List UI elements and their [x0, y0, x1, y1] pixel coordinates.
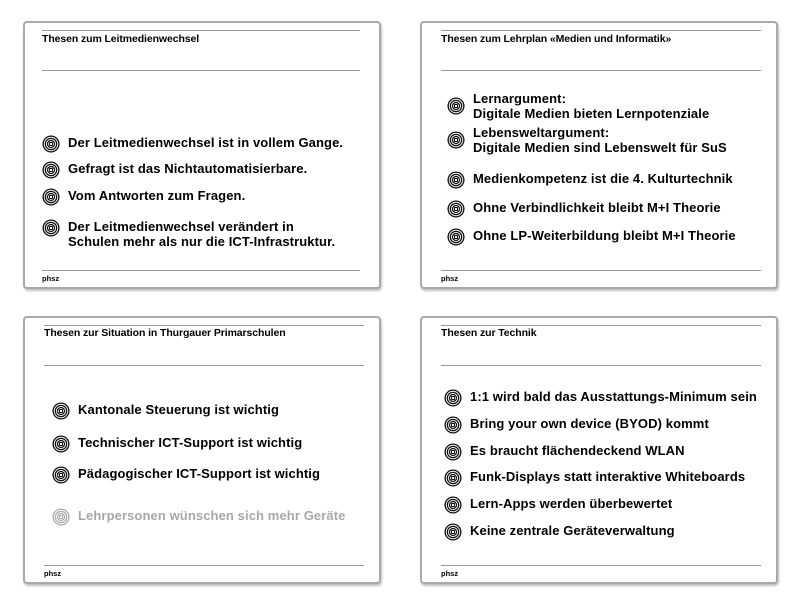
bullet-text: 1:1 wird bald das Ausstattungs-Minimum sein	[470, 389, 757, 404]
bullet-text: Lehrpersonen wünschen sich mehr Geräte	[78, 508, 346, 523]
list-item	[444, 443, 685, 461]
bullet-text: Technischer ICT-Support ist wichtig	[78, 435, 303, 450]
bullet-text: Ohne LP-Weiterbildung bleibt M+I Theorie	[473, 228, 736, 243]
slide-title: Thesen zum Leitmedienwechsel	[42, 33, 200, 45]
list-item	[42, 188, 245, 206]
target-bullet-icon	[444, 523, 462, 541]
bullet-text: Digitale Medien bieten Lernpotenziale	[473, 106, 710, 121]
footer-rule	[441, 565, 761, 566]
target-bullet-icon	[42, 135, 60, 153]
list-item	[52, 402, 279, 420]
target-bullet-icon	[52, 466, 70, 484]
list-item	[447, 171, 733, 189]
list-item	[447, 125, 727, 155]
target-bullet-icon	[444, 443, 462, 461]
list-item	[42, 135, 343, 153]
target-bullet-icon	[447, 200, 465, 218]
target-bullet-icon	[447, 97, 465, 115]
bullet-text: Lern-Apps werden überbewertet	[470, 496, 673, 511]
footer-rule	[44, 565, 364, 566]
footer-logo-text: phsz	[441, 274, 459, 283]
bullet-text: Lebensweltargument:	[473, 125, 610, 140]
bullet-text: Vom Antworten zum Fragen.	[68, 188, 246, 203]
target-bullet-icon	[447, 171, 465, 189]
bullet-text: Funk-Displays statt interaktive Whiteboards	[470, 469, 746, 484]
target-bullet-icon	[444, 496, 462, 514]
bullet-text: Ohne Verbindlichkeit bleibt M+I Theorie	[473, 200, 721, 215]
target-bullet-icon	[52, 402, 70, 420]
bullet-text: Der Leitmedienwechsel ist in vollem Gange.	[68, 135, 344, 150]
slide-lehrplan-medien-informatik	[420, 21, 778, 289]
bullet-text: Keine zentrale Geräteverwaltung	[470, 523, 675, 538]
footer-logo-text: phsz	[44, 569, 62, 578]
target-bullet-icon	[42, 161, 60, 179]
slide-title: Thesen zur Technik	[441, 327, 537, 339]
footer-rule	[42, 270, 360, 271]
list-item	[52, 466, 320, 484]
target-bullet-icon	[444, 389, 462, 407]
title-rule	[441, 70, 761, 71]
list-item	[447, 91, 709, 121]
list-item	[444, 416, 709, 434]
bullet-text: Pädagogischer ICT-Support ist wichtig	[78, 466, 321, 481]
footer-logo-text: phsz	[42, 274, 60, 283]
top-rule	[441, 325, 761, 326]
target-bullet-icon	[52, 508, 70, 526]
bullet-text: Digitale Medien sind Lebenswelt für SuS	[473, 140, 727, 155]
list-item	[444, 389, 757, 407]
footer-rule	[441, 270, 761, 271]
top-rule	[441, 30, 761, 31]
target-bullet-icon	[444, 469, 462, 487]
bullet-text: Lernargument:	[473, 91, 567, 106]
list-item	[447, 200, 721, 218]
bullet-text: Kantonale Steuerung ist wichtig	[78, 402, 280, 417]
bullet-text: Schulen mehr als nur die ICT-Infrastruktur.	[68, 234, 336, 249]
list-item	[447, 228, 736, 246]
title-rule	[441, 365, 761, 366]
list-item	[42, 161, 307, 179]
list-item	[52, 435, 302, 453]
slide-thurgauer-primarschulen	[23, 316, 381, 584]
title-rule	[44, 365, 364, 366]
footer-logo-text: phsz	[441, 569, 459, 578]
slide-technik	[420, 316, 778, 584]
list-item	[444, 469, 745, 487]
target-bullet-icon	[52, 435, 70, 453]
target-bullet-icon	[42, 219, 60, 237]
bullet-text: Medienkompetenz ist die 4. Kulturtechnik	[473, 171, 733, 186]
target-bullet-icon	[444, 416, 462, 434]
target-bullet-icon	[447, 131, 465, 149]
bullet-text: Bring your own device (BYOD) kommt	[470, 416, 709, 431]
bullet-text: Der Leitmedienwechsel verändert in	[68, 219, 294, 234]
slide-title: Thesen zum Lehrplan «Medien und Informatik»	[441, 33, 672, 45]
target-bullet-icon	[42, 188, 60, 206]
slide-title: Thesen zur Situation in Thurgauer Primarschulen	[44, 327, 286, 339]
list-item	[444, 523, 675, 541]
list-item	[42, 219, 335, 249]
top-rule	[42, 30, 360, 31]
bullet-text: Gefragt ist das Nichtautomatisierbare.	[68, 161, 308, 176]
target-bullet-icon	[447, 228, 465, 246]
top-rule	[44, 325, 364, 326]
title-rule	[42, 70, 360, 71]
list-item-faded	[52, 508, 346, 526]
bullet-text: Es braucht flächendeckend WLAN	[470, 443, 685, 458]
list-item	[444, 496, 672, 514]
slide-leitmedienwechsel	[23, 21, 381, 289]
